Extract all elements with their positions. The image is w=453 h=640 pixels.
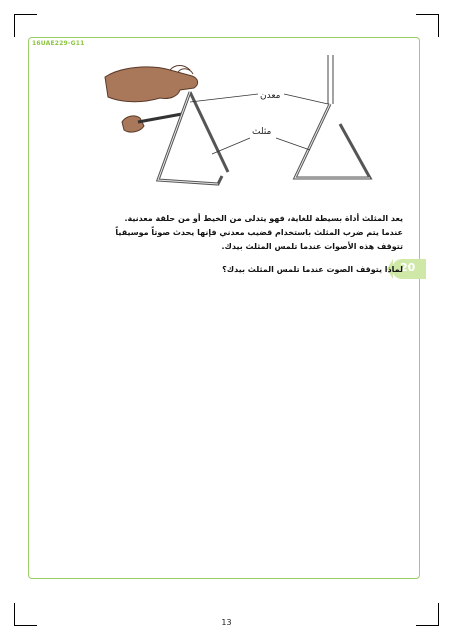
crop-mark-top-right <box>416 14 439 37</box>
question-number: 20 <box>400 261 416 274</box>
hand-drawing <box>105 67 198 102</box>
body-line-2: عندما يتم ضرب المثلث باستخدام قضيب معدني فإنها يحدث صوتاً موسيقياً <box>115 228 403 237</box>
page-number: 13 <box>221 618 232 627</box>
body-line-1: يعد المثلث أداة بسيطة للغاية، فهو يتدلى من الخيط أو من حلقة معدنية. <box>124 214 403 223</box>
hand-striker-drawing <box>122 116 144 132</box>
label-triangle: مثلث <box>252 127 272 137</box>
triangle-illustration <box>100 52 390 202</box>
crop-mark-top-left <box>14 14 37 37</box>
question-text: لماذا يتوقف الصوت عندما تلمس المثلث بيدك؟ <box>222 265 403 274</box>
document-code: 16UAE229-G11 <box>32 40 85 47</box>
label-metal: معدن <box>260 91 281 101</box>
right-triangle <box>295 104 370 178</box>
body-line-3: تتوقف هذه الأصوات عندما تلمس المثلث بيدك. <box>221 242 403 251</box>
body-text <box>103 212 403 254</box>
striker-rod <box>138 114 182 122</box>
